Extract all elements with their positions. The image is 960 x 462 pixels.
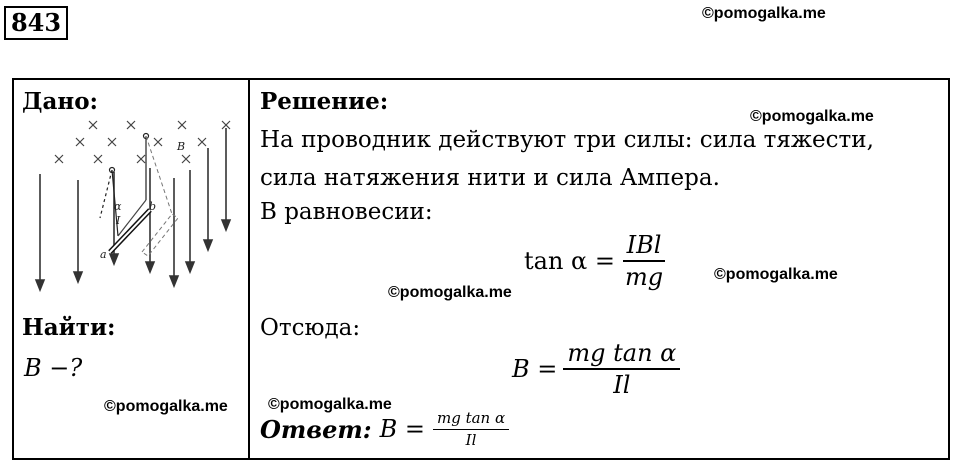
- solution-line-4: Отсюда:: [260, 315, 361, 341]
- watermark: ©pomogalka.me: [714, 266, 838, 283]
- equation-result-lhs: B =: [512, 355, 558, 384]
- solution-line-1: На проводник действуют три силы: сила тяжести,: [260, 127, 874, 153]
- find-title: Найти:: [22, 314, 116, 341]
- column-divider: [248, 78, 250, 460]
- solution-line-3: В равновесии:: [260, 199, 433, 225]
- problem-number: 843: [4, 6, 68, 40]
- equation-equilibrium-lhs: tan α =: [524, 247, 615, 276]
- watermark: ©pomogalka.me: [702, 5, 826, 22]
- equation-equilibrium-fraction: [621, 232, 667, 291]
- equation-result-numerator: mg tan α: [563, 340, 680, 370]
- solution-title: Решение:: [260, 88, 389, 115]
- answer-lhs: B =: [379, 415, 425, 443]
- answer: [260, 410, 509, 448]
- equation-result: [512, 340, 680, 399]
- conductor: [110, 136, 178, 256]
- equation-result-fraction: [563, 340, 680, 399]
- field-crosses: [55, 121, 230, 163]
- label-point-a: a: [100, 248, 107, 261]
- answer-label: Ответ:: [260, 414, 372, 444]
- label-field: B: [177, 140, 186, 153]
- watermark: ©pomogalka.me: [104, 398, 228, 415]
- label-point-b: b: [149, 200, 157, 213]
- watermark: ©pomogalka.me: [268, 396, 392, 413]
- magnetic-field-figure: [22, 118, 244, 296]
- label-current: I: [116, 214, 121, 227]
- field-lines: [36, 128, 230, 290]
- equation-equilibrium: [524, 232, 667, 291]
- equation-equilibrium-numerator: IBl: [623, 232, 666, 262]
- watermark: ©pomogalka.me: [388, 284, 512, 301]
- watermark: ©pomogalka.me: [750, 108, 874, 125]
- answer-numerator: mg tan α: [433, 410, 509, 430]
- answer-fraction: [433, 410, 509, 448]
- answer-denominator: Il: [465, 430, 477, 449]
- find-value: B −?: [24, 354, 83, 382]
- solution-line-2: сила натяжения нити и сила Ампера.: [260, 165, 720, 191]
- given-title: Дано:: [22, 88, 99, 115]
- label-angle: α: [114, 200, 122, 213]
- equation-equilibrium-denominator: mg: [624, 263, 664, 292]
- equation-result-denominator: Il: [613, 371, 631, 400]
